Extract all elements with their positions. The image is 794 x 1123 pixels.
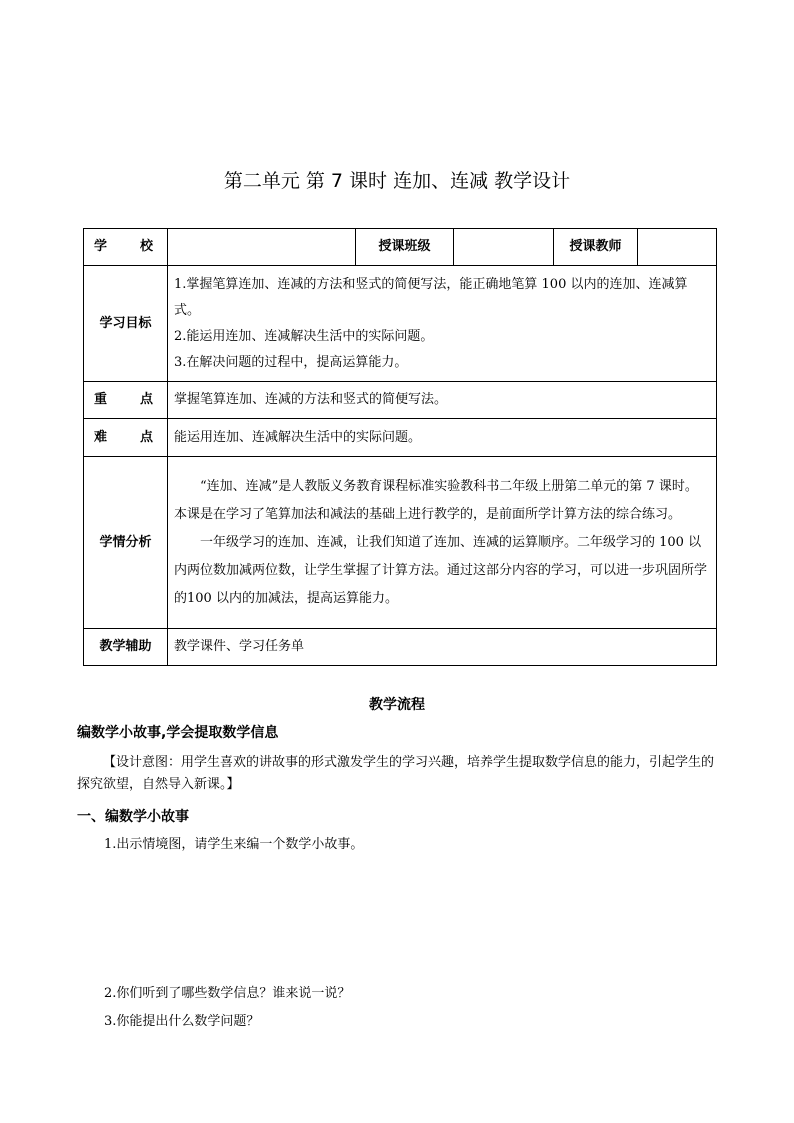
- design-intent: 【设计意图：用学生喜欢的讲故事的形式激发学生的学习兴趣，培养学生提取数学信息的能力，引起学生的探究欲望，自然导入新课。】: [77, 755, 715, 792]
- header-row: [84, 229, 717, 266]
- step-three: 3.你能提出什么数学问题？: [104, 1014, 260, 1029]
- aids-text: 教学课件、学习任务单: [168, 629, 717, 666]
- objectives-row: [84, 266, 717, 382]
- analysis-row: [84, 457, 717, 629]
- lesson-info-table: [83, 228, 717, 666]
- school-value: [168, 229, 356, 266]
- difficulty-text: 能运用连加、连减解决生活中的实际问题。: [168, 419, 717, 457]
- section-one-heading: 一、编数学小故事: [77, 809, 189, 825]
- page-title: 第二单元 第 7 课时 连加、连减 教学设计: [223, 170, 571, 192]
- step-one: 1.出示情境图，请学生来编一个数学小故事。: [104, 837, 364, 852]
- analysis-label: 学情分析: [84, 457, 168, 629]
- objective-item: 2.能运用连加、连减解决生活中的实际问题。: [174, 328, 434, 344]
- aids-label: 教学辅助: [84, 629, 168, 666]
- step-two: 2.你们听到了哪些数学信息？谁来说一说？: [104, 986, 351, 1001]
- school-label: 学 校: [84, 229, 168, 266]
- objective-item: 1.掌握笔算连加、连减的方法和竖式的简便写法，能正确地笔算 100 以内的连加、连减算式。: [174, 276, 688, 318]
- teacher-value: [638, 229, 717, 266]
- difficulty-row: [84, 419, 717, 457]
- process-subheading: 编数学小故事,学会提取数学信息: [77, 725, 279, 741]
- teacher-label: 授课教师: [554, 229, 638, 266]
- process-heading: 教学流程: [369, 697, 425, 713]
- analysis-paragraph: 一年级学习的连加、连减，让我们知道了连加、连减的运算顺序。二年级学习的 100 以内两位数加减两位数，让学生掌握了计算方法。通过这部分内容的学习，可以进一步巩固所学的100 以内的加减法，提高运算能力。: [174, 534, 708, 606]
- difficulty-label: 难 点: [84, 419, 168, 457]
- objective-item: 3.在解决问题的过程中，提高运算能力。: [174, 354, 408, 370]
- aids-row: [84, 629, 717, 666]
- objectives-content: [168, 266, 717, 382]
- key-point-text: 掌握笔算连加、连减的方法和竖式的简便写法。: [168, 382, 717, 419]
- class-label: 授课班级: [356, 229, 454, 266]
- analysis-paragraph: “连加、连减”是人教版义务教育课程标准实验教科书二年级上册第二单元的第 7 课时。本课是在学习了笔算加法和减法的基础上进行教学的，是前面所学计算方法的综合练习。: [174, 478, 698, 522]
- key-point-row: [84, 382, 717, 419]
- key-point-label: 重 点: [84, 382, 168, 419]
- class-value: [454, 229, 554, 266]
- objectives-label: 学习目标: [84, 266, 168, 382]
- analysis-content: [168, 457, 717, 629]
